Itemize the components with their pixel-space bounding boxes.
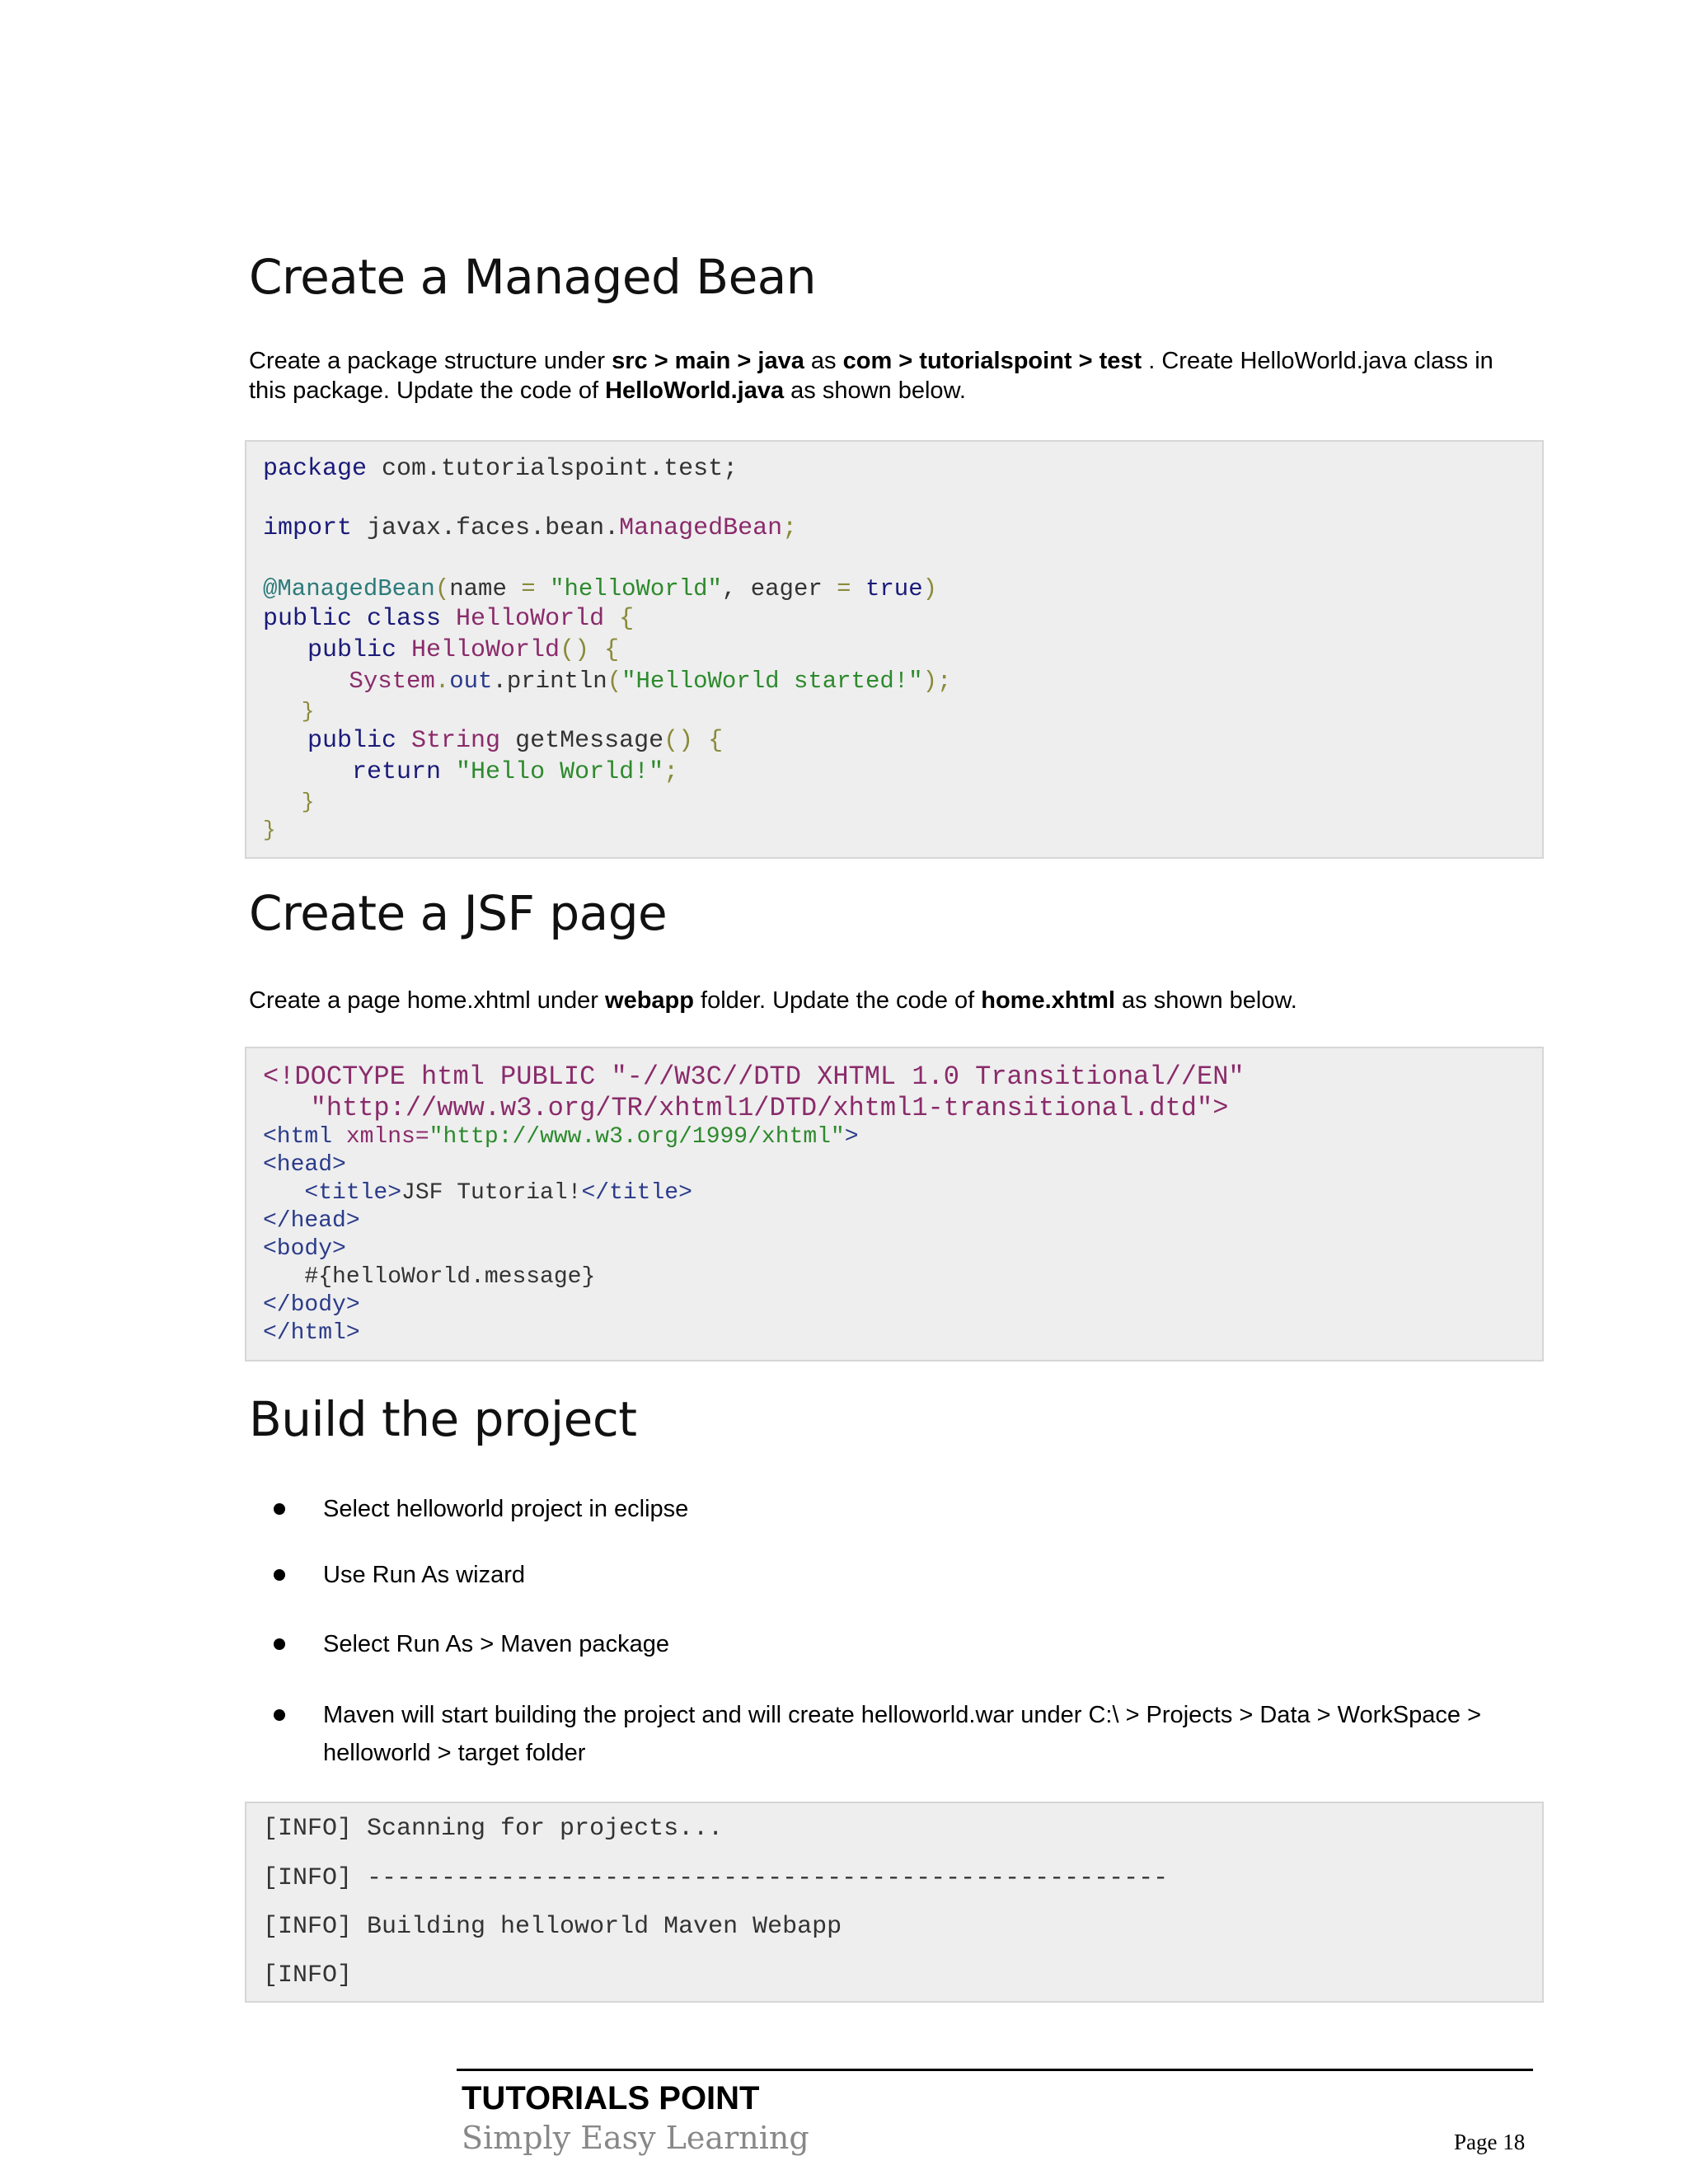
bullet-item: Use Run As wizard [323, 1562, 525, 1588]
punctuation: = [506, 575, 551, 602]
bullet-item: Maven will start building the project and will create helloworld.war under C:\ > Projects > Data > WorkSpace > helloworld > target folder [323, 1702, 1482, 1766]
bold-run: src > main > java [612, 348, 804, 374]
field-name: out [449, 668, 493, 695]
code-text: , eager [721, 575, 837, 602]
bold-run: com > tutorialspoint > test [842, 348, 1142, 374]
code-text: JSF Tutorial! [401, 1180, 582, 1206]
console-output-block [245, 1802, 1544, 2003]
page-number: Page 18 [1454, 2130, 1526, 2154]
keyword: public [263, 636, 397, 664]
keyword: true [865, 575, 923, 602]
punctuation: ( [607, 668, 622, 695]
code-text: com.tutorialspoint.test; [367, 455, 738, 483]
type-name: ManagedBean [619, 514, 783, 542]
punctuation: () { [663, 727, 724, 755]
bullet-dot [274, 1569, 285, 1581]
console-line: [INFO] ------------------------------------------------------ [263, 1864, 1169, 1892]
punctuation: ); [922, 668, 952, 695]
code-line [263, 605, 634, 633]
code-line: } [263, 818, 276, 842]
code-line: #{helloWorld.message} [263, 1264, 596, 1290]
text-run: as [804, 348, 843, 374]
punctuation: = [837, 575, 865, 602]
footer-tagline: Simply Easy Learning [462, 2120, 809, 2156]
text-run: folder. Update the code of [694, 987, 982, 1014]
keyword: package [263, 455, 368, 483]
code-line: <!DOCTYPE html PUBLIC "-//W3C//DTD XHTML 1.0 Transitional//EN" [263, 1062, 1245, 1092]
keyword: public class [263, 605, 442, 633]
bold-run: HelloWorld.java [605, 377, 785, 404]
punctuation: ( [434, 575, 450, 602]
code-line [263, 1180, 692, 1206]
bullet-dot [274, 1709, 285, 1721]
heading-managed-bean: Create a Managed Bean [249, 249, 817, 305]
code-line [263, 727, 723, 755]
heading-build-project: Build the project [249, 1391, 637, 1447]
code-text: .println [492, 668, 607, 695]
bold-run: webapp [605, 987, 694, 1014]
bullet-dot [274, 1638, 285, 1650]
string-literal: "helloWorld" [550, 575, 722, 602]
heading-jsf-page: Create a JSF page [249, 885, 668, 941]
code-text: getMessage [500, 727, 664, 755]
text-run: Create a package structure under [249, 348, 612, 374]
type-name: String [396, 727, 501, 755]
string-literal: "HelloWorld started!" [621, 668, 923, 695]
keyword: return [263, 758, 442, 786]
code-line [263, 1124, 859, 1150]
code-line [263, 668, 951, 695]
punctuation: . [434, 668, 450, 695]
code-text: name [449, 575, 507, 602]
text-run: . Create HelloWorld.java class in this package. Update the code of [249, 348, 1493, 404]
text-run: as shown below. [784, 377, 966, 404]
code-line [263, 758, 678, 786]
type-name: HelloWorld [396, 636, 560, 664]
code-line: </head> [263, 1208, 360, 1234]
java-code-block [245, 440, 1544, 859]
bullet-item: Select Run As > Maven package [323, 1631, 669, 1657]
keyword: import [263, 514, 353, 542]
keyword: public [263, 727, 397, 755]
punctuation: ; [663, 758, 679, 786]
paragraph-jsf-page [249, 986, 1535, 1015]
annotation: @ManagedBean [263, 575, 435, 602]
type-name: HelloWorld [441, 605, 605, 633]
footer-divider [457, 2069, 1533, 2071]
console-line: [INFO] Building helloworld Maven Webapp [263, 1913, 842, 1941]
attribute: xmlns= [332, 1124, 429, 1150]
paragraph-managed-bean [249, 346, 1535, 405]
console-line: [INFO] Scanning for projects... [263, 1815, 724, 1843]
tag: <html [263, 1124, 333, 1150]
code-text: javax.faces.bean. [352, 514, 620, 542]
code-line: </html> [263, 1320, 360, 1346]
tag: > [844, 1124, 859, 1150]
code-line [263, 575, 937, 602]
code-line: } [263, 790, 315, 814]
punctuation: () { [560, 636, 620, 664]
code-line: </body> [263, 1292, 360, 1318]
code-line [263, 636, 619, 664]
text-run: Create a page home.xhtml under [249, 987, 606, 1014]
punctuation: ) [922, 575, 938, 602]
tag: </title> [581, 1180, 692, 1206]
xhtml-code-block [245, 1047, 1544, 1361]
code-line: <head> [263, 1152, 346, 1178]
string-literal: "Hello World!" [441, 758, 664, 786]
code-line [263, 455, 738, 483]
code-line: "http://www.w3.org/TR/xhtml1/DTD/xhtml1-transitional.dtd"> [263, 1093, 1229, 1123]
bold-run: home.xhtml [981, 987, 1115, 1014]
code-line: } [263, 699, 315, 724]
tag: <title> [263, 1180, 402, 1206]
footer-brand: TUTORIALS POINT [462, 2080, 760, 2116]
text-run: as shown below. [1115, 987, 1297, 1014]
bullet-dot [274, 1503, 285, 1515]
punctuation: { [604, 605, 635, 633]
bullet-item: Select helloworld project in eclipse [323, 1496, 689, 1522]
code-line: <body> [263, 1236, 346, 1262]
code-line [263, 514, 797, 542]
string-literal: "http://www.w3.org/1999/xhtml" [429, 1124, 845, 1150]
type-name: System [263, 668, 435, 695]
punctuation: ; [782, 514, 798, 542]
console-line: [INFO] [263, 1961, 353, 1990]
